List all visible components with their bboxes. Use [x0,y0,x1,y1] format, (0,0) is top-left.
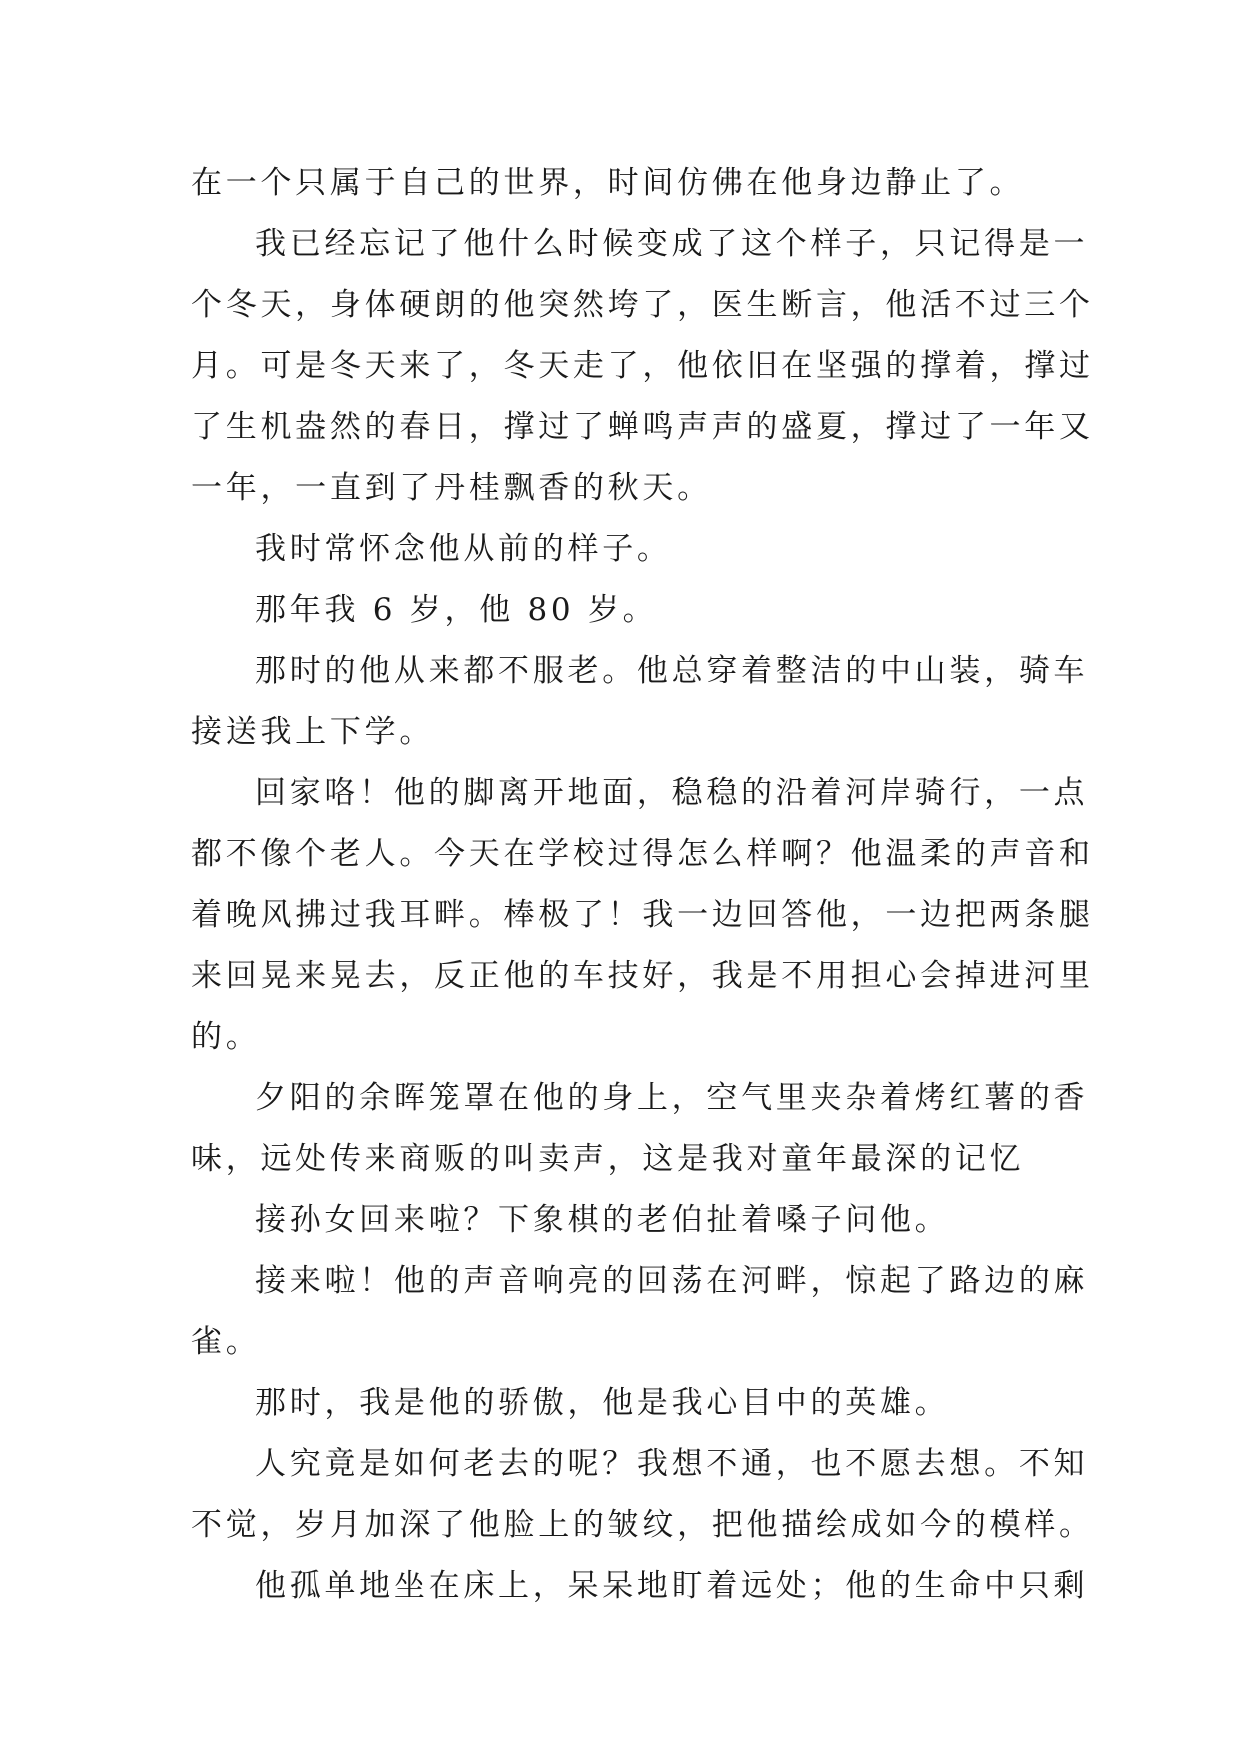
text-line: 月。可是冬天来了，冬天走了，他依旧在坚强的撑着，撑过 [191,348,1094,384]
text-line: 接送我上下学。 [191,714,435,750]
text-line: 在一个只属于自己的世界，时间仿佛在他身边静止了。 [191,165,1025,201]
text-line: 接孙女回来啦？下象棋的老伯扯着嗓子问他。 [255,1202,950,1238]
text-line: 味，远处传来商贩的叫卖声，这是我对童年最深的记忆 [191,1141,1025,1177]
text-line: 那时，我是他的骄傲，他是我心目中的英雄。 [255,1385,950,1421]
text-line: 那时的他从来都不服老。他总穿着整洁的中山装，骑车 [255,653,1089,689]
text-line: 着晚风拂过我耳畔。棒极了！我一边回答他，一边把两条腿 [191,897,1094,933]
text-line: 接来啦！他的声音响亮的回荡在河畔，惊起了路边的麻 [255,1263,1089,1299]
text-line: 不觉，岁月加深了他脸上的皱纹，把他描绘成如今的模样。 [191,1507,1094,1543]
text-line: 雀。 [191,1324,261,1360]
text-line: 我时常怀念他从前的样子。 [255,531,672,567]
text-line: 来回晃来晃去，反正他的车技好，我是不用担心会掉进河里 [191,958,1094,994]
text-line: 他孤单地坐在床上，呆呆地盯着远处；他的生命中只剩 [255,1568,1089,1604]
text-line: 都不像个老人。今天在学校过得怎么样啊？他温柔的声音和 [191,836,1094,872]
text-line: 个冬天，身体硬朗的他突然垮了，医生断言，他活不过三个 [191,287,1094,323]
text-line: 我已经忘记了他什么时候变成了这个样子，只记得是一 [255,226,1089,262]
text-line: 的。 [191,1019,261,1055]
text-line: 人究竟是如何老去的呢？我想不通，也不愿去想。不知 [255,1446,1089,1482]
text-line: 回家咯！他的脚离开地面，稳稳的沿着河岸骑行，一点 [255,775,1089,811]
text-line: 那年我 6 岁，他 80 岁。 [255,592,658,628]
text-line: 一年，一直到了丹桂飘香的秋天。 [191,470,712,506]
text-line: 了生机盎然的春日，撑过了蝉鸣声声的盛夏，撑过了一年又 [191,409,1094,445]
body-text [191,153,1094,1617]
text-line: 夕阳的余晖笼罩在他的身上，空气里夹杂着烤红薯的香 [255,1080,1089,1116]
